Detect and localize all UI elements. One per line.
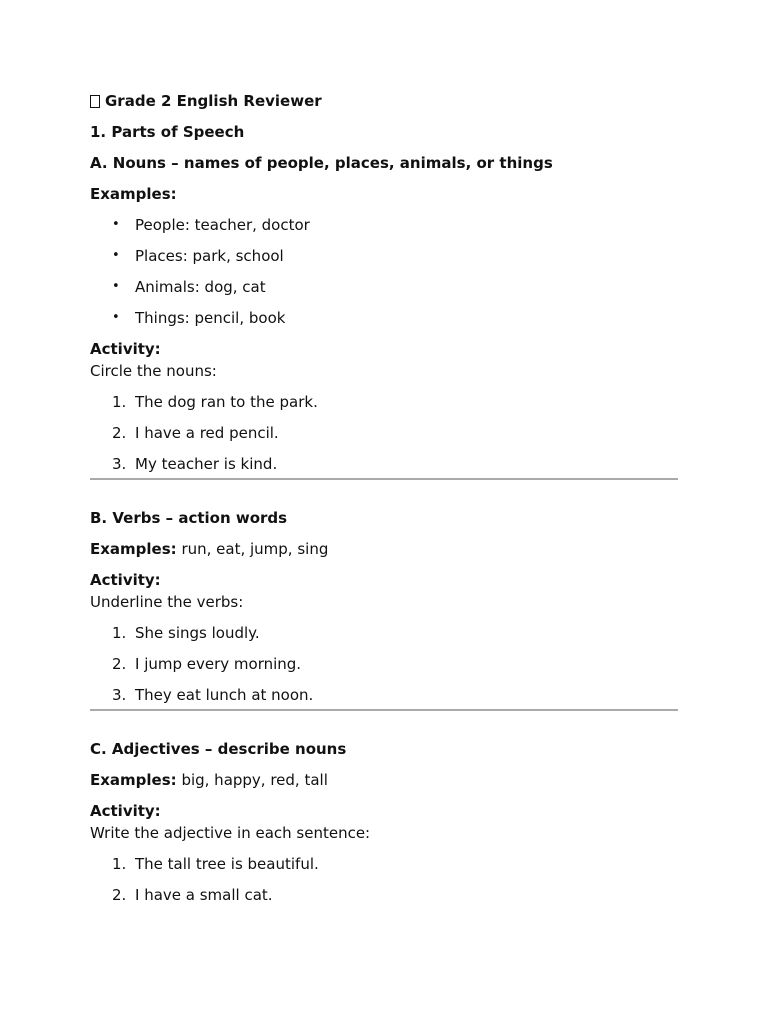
list-item <box>90 278 678 309</box>
item-number: 3. <box>112 686 127 704</box>
activity-item <box>90 886 678 917</box>
item-number: 2. <box>112 655 127 673</box>
list-item-text: People: teacher, doctor <box>135 216 310 234</box>
activity-item <box>90 455 678 478</box>
item-text: The tall tree is beautiful. <box>135 855 319 873</box>
adjectives-examples-label: Examples: <box>90 771 177 789</box>
bullet-icon: • <box>112 248 120 263</box>
adjectives-examples-text: big, happy, red, tall <box>181 771 328 789</box>
verbs-examples <box>90 540 678 571</box>
item-text: She sings loudly. <box>135 624 260 642</box>
verbs-examples-text: run, eat, jump, sing <box>181 540 329 558</box>
verbs-examples-label: Examples: <box>90 540 177 558</box>
activity-item <box>90 393 678 424</box>
item-text: I jump every morning. <box>135 655 302 673</box>
nouns-activity-label: Activity: <box>90 340 161 358</box>
adjectives-activity-instruction: Write the adjective in each sentence: <box>90 824 371 842</box>
document-title-text: Grade 2 English Reviewer <box>105 92 322 110</box>
item-number: 2. <box>112 424 127 442</box>
verbs-heading: B. Verbs – action words <box>90 509 288 527</box>
item-text: My teacher is kind. <box>135 455 278 473</box>
activity-item <box>90 424 678 455</box>
list-item <box>90 247 678 278</box>
item-number: 1. <box>112 855 127 873</box>
nouns-examples-label: Examples: <box>90 185 177 203</box>
document-icon <box>90 95 100 108</box>
activity-item <box>90 655 678 686</box>
nouns-heading: A. Nouns – names of people, places, animals, or things <box>90 154 553 172</box>
item-text: I have a red pencil. <box>135 424 279 442</box>
item-number: 3. <box>112 455 127 473</box>
list-item-text: Animals: dog, cat <box>135 278 266 296</box>
item-number: 1. <box>112 624 127 642</box>
verbs-activity-label: Activity: <box>90 571 161 589</box>
nouns-activity-instruction: Circle the nouns: <box>90 362 217 380</box>
item-text: The dog ran to the park. <box>135 393 318 411</box>
item-text: They eat lunch at noon. <box>135 686 314 704</box>
adjectives-examples <box>90 771 678 802</box>
list-item-text: Things: pencil, book <box>135 309 286 327</box>
item-number: 2. <box>112 886 127 904</box>
adjectives-heading: C. Adjectives – describe nouns <box>90 740 347 758</box>
activity-item <box>90 686 678 709</box>
bullet-icon: • <box>112 310 120 325</box>
item-number: 1. <box>112 393 127 411</box>
item-text: I have a small cat. <box>135 886 273 904</box>
list-item <box>90 216 678 247</box>
bullet-icon: • <box>112 279 120 294</box>
document-page <box>90 92 678 917</box>
bullet-icon: • <box>112 217 120 232</box>
activity-item <box>90 624 678 655</box>
document-title <box>90 92 678 123</box>
activity-item <box>90 855 678 886</box>
verbs-activity-instruction: Underline the verbs: <box>90 593 244 611</box>
adjectives-activity-label: Activity: <box>90 802 161 820</box>
list-item <box>90 309 678 340</box>
section-heading: 1. Parts of Speech <box>90 123 245 141</box>
list-item-text: Places: park, school <box>135 247 284 265</box>
